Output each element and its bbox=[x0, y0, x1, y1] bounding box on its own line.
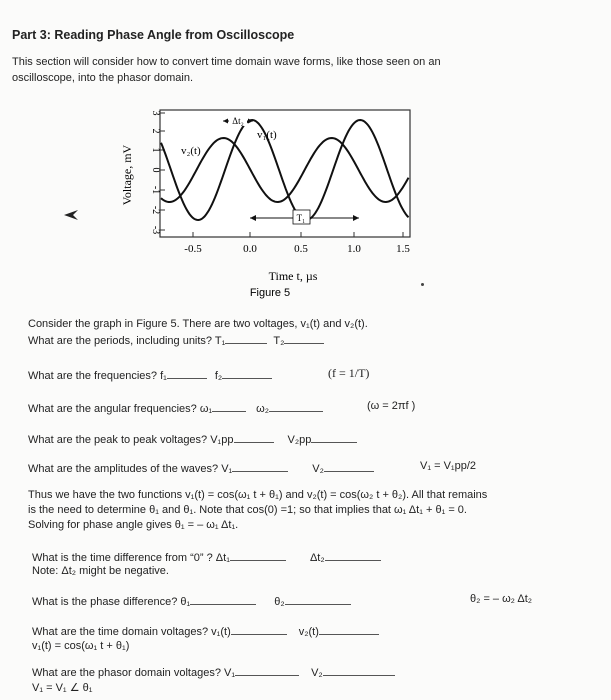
amp-question bbox=[28, 461, 374, 477]
x-axis-label: Time t, µs bbox=[268, 269, 318, 283]
t2-label: T₂ bbox=[273, 335, 285, 347]
angular-hint: (ω = 2πf ) bbox=[367, 400, 416, 412]
f1-answer-blank[interactable] bbox=[167, 368, 207, 379]
x-tick-neg05: -0.5 bbox=[184, 243, 202, 255]
tdv-question bbox=[32, 624, 379, 640]
time-label: What is the time difference from “0” ? Δt₁ bbox=[32, 552, 230, 564]
section-title: Part 3: Reading Phase Angle from Oscilloscope bbox=[12, 28, 295, 42]
tdv-equation: v₁(t) = cos(ω₁ t + θ₁) bbox=[32, 640, 130, 652]
v1-label: v₁(t) bbox=[257, 129, 277, 141]
dot-mark bbox=[421, 283, 424, 286]
oscilloscope-figure bbox=[105, 100, 435, 300]
v1-amp-answer-blank[interactable] bbox=[232, 461, 288, 472]
th2-label: θ₂ bbox=[274, 596, 285, 608]
x-tick-10: 1.0 bbox=[347, 243, 361, 255]
consider-line-1: Consider the graph in Figure 5. There are two voltages, v₁(t) and v₂(t). bbox=[28, 318, 368, 330]
t1-label: T₁ bbox=[296, 213, 306, 223]
thus-line-1: Thus we have the two functions v₁(t) = cos(ω₁ t + θ₁) and v₂(t) = cos(ω₂ t + θ₂). All that remains bbox=[28, 489, 488, 501]
consider-line-2 bbox=[28, 333, 324, 349]
phase-question bbox=[32, 594, 351, 610]
y-tick-neg2: -2 bbox=[150, 205, 161, 215]
w1-answer-blank[interactable] bbox=[212, 401, 246, 412]
y-axis-label: Voltage, mV bbox=[120, 144, 134, 206]
y-tick-neg1: -1 bbox=[150, 185, 161, 195]
v2-amp-answer-blank[interactable] bbox=[324, 461, 374, 472]
v2-phasor-answer-blank[interactable] bbox=[323, 665, 395, 676]
angular-question bbox=[28, 401, 323, 417]
dt1-answer-blank[interactable] bbox=[230, 550, 286, 561]
peak-label: What are the peak to peak voltages? V₁pp bbox=[28, 434, 234, 446]
w2-label: ω₂ bbox=[256, 403, 269, 415]
intro-line-1: This section will consider how to convert time domain wave forms, like those seen on an bbox=[12, 56, 441, 68]
v2pp-answer-blank[interactable] bbox=[311, 432, 357, 443]
t2-answer-blank[interactable] bbox=[284, 333, 324, 344]
time-note: Note: Δt₂ might be negative. bbox=[32, 565, 169, 577]
y-tick-0: 0 bbox=[150, 167, 161, 173]
pointer-arrow-icon bbox=[62, 208, 80, 222]
v1-phasor-answer-blank[interactable] bbox=[235, 665, 299, 676]
pdv-label: What are the phasor domain voltages? V₁ bbox=[32, 667, 236, 679]
dt2-answer-blank[interactable] bbox=[325, 550, 381, 561]
pdv-question bbox=[32, 665, 395, 681]
thus-line-2: is the need to determine θ₁ and θ₁. Note that cos(0) =1; so that implies that ω₁ Δt₁ + θ₁ = 0. bbox=[28, 504, 467, 516]
y-tick-3: 3 bbox=[150, 110, 161, 116]
v2t-label: v₂(t) bbox=[298, 626, 319, 638]
peak-question bbox=[28, 432, 357, 448]
v2pp-label: V₂pp bbox=[287, 434, 312, 446]
th1-answer-blank[interactable] bbox=[190, 594, 256, 605]
amp-hint: V₁ = V₁pp/2 bbox=[420, 460, 477, 472]
y-tick-1: 1 bbox=[150, 147, 161, 153]
dt2-label: Δt₂ bbox=[232, 116, 244, 126]
x-tick-05: 0.5 bbox=[294, 243, 308, 255]
w2-answer-blank[interactable] bbox=[269, 401, 323, 412]
angular-label: What are the angular frequencies? ω₁ bbox=[28, 403, 213, 415]
amp-label: What are the amplitudes of the waves? V₁ bbox=[28, 463, 233, 475]
thus-line-3: Solving for phase angle gives θ₁ = – ω₁ Δt₁. bbox=[28, 519, 239, 531]
v2-amp-label: V₂ bbox=[312, 463, 324, 475]
freq-question bbox=[28, 368, 272, 384]
v1t-answer-blank[interactable] bbox=[231, 624, 287, 635]
periods-question: What are the periods, including units? T₁ bbox=[28, 335, 226, 347]
intro-line-2: oscilloscope, into the phasor domain. bbox=[12, 72, 193, 84]
tdv-label: What are the time domain voltages? v₁(t) bbox=[32, 626, 231, 638]
th2-answer-blank[interactable] bbox=[285, 594, 351, 605]
f2-answer-blank[interactable] bbox=[222, 368, 272, 379]
v2t-answer-blank[interactable] bbox=[319, 624, 379, 635]
v2-phasor-label: V₂ bbox=[311, 667, 323, 679]
pdv-equation: V₁ = V₁ ∠ θ₁ bbox=[32, 682, 93, 694]
t1-answer-blank[interactable] bbox=[225, 333, 267, 344]
dt2-answer-label: Δt₂ bbox=[309, 552, 325, 564]
phase-label: What is the phase difference? θ₁ bbox=[32, 596, 191, 608]
phase-hint: θ₂ = – ω₂ Δt₂ bbox=[470, 593, 533, 605]
v1pp-answer-blank[interactable] bbox=[234, 432, 274, 443]
y-tick-neg3: -3 bbox=[150, 225, 161, 235]
x-tick-00: 0.0 bbox=[243, 243, 257, 255]
y-tick-2: 2 bbox=[150, 128, 161, 134]
freq-label: What are the frequencies? f₁ bbox=[28, 370, 167, 382]
figure-caption: Figure 5 bbox=[249, 287, 291, 299]
v2-label: v₂(t) bbox=[181, 145, 201, 157]
x-tick-15: 1.5 bbox=[396, 243, 410, 255]
freq-hint: (f = 1/T) bbox=[328, 366, 370, 380]
f2-label: f₂ bbox=[214, 370, 223, 382]
